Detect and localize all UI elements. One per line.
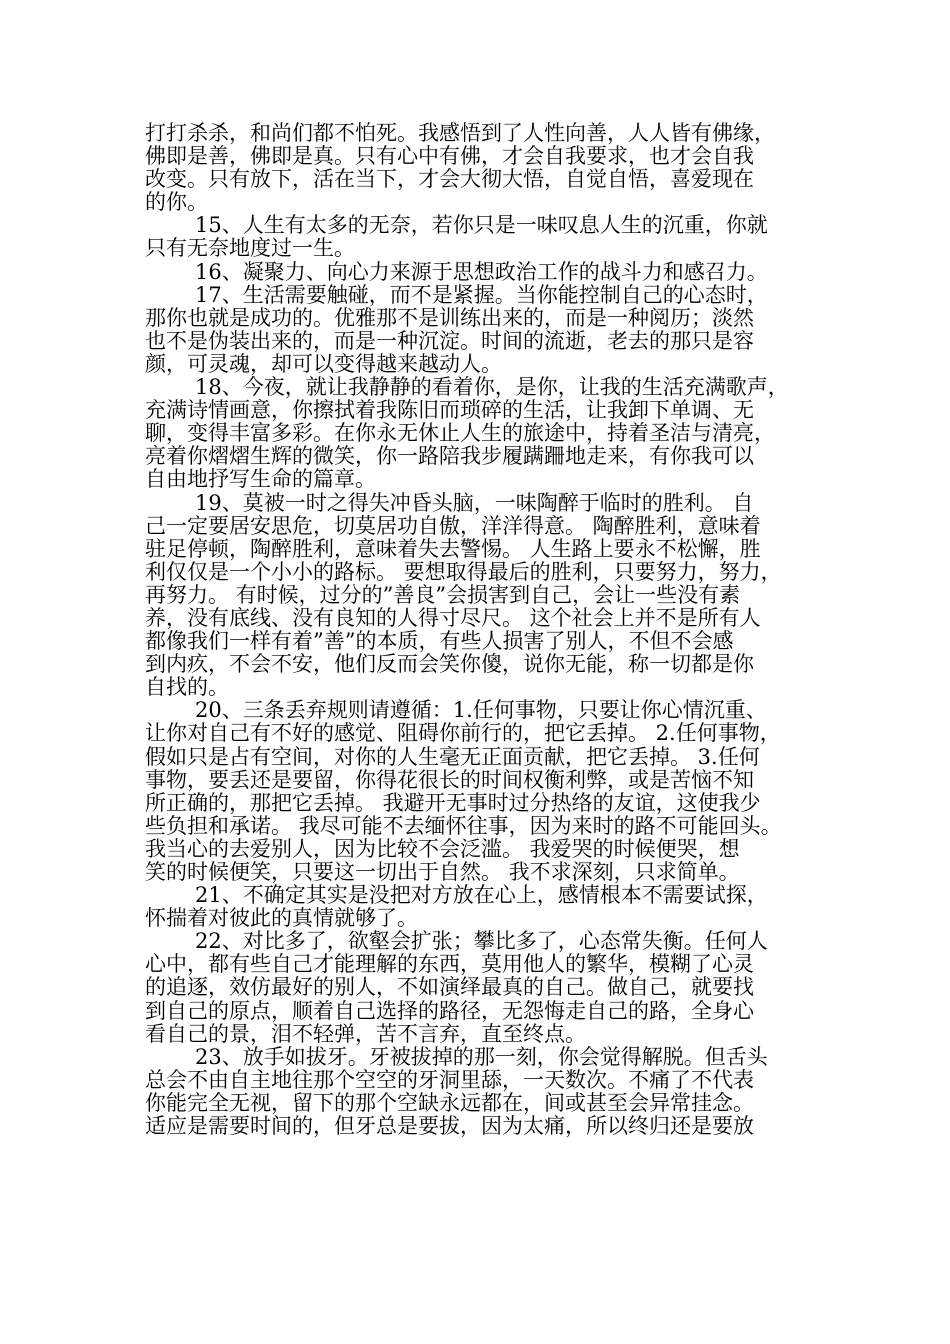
text-line: 19、莫被一时之得失冲昏头脑，一味陶醉于临时的胜利。 自 <box>195 490 754 515</box>
text-line: 让你对自己有不好的感觉、阻碍你前行的，把它丢掉。 2.任何事物， <box>145 721 781 746</box>
text-line: 所正确的，那把它丢掉。 我避开无事时过分热络的友谊，这使我少 <box>145 790 761 815</box>
text-line: 15、人生有太多的无奈，若你只是一味叹息人生的沉重，你就 <box>195 213 768 238</box>
text-line: 打打杀杀，和尚们都不怕死。我感悟到了人性向善，人人皆有佛缘， <box>145 121 775 145</box>
text-line: 假如只是占有空间，对你的人生毫无正面贡献，把它丢掉。 3.任何 <box>145 744 760 769</box>
text-line: 的追逐，效仿最好的别人，不如演绎最真的自己。做自己，就要找 <box>145 975 754 1000</box>
text-line: 到自己的原点，顺着自己选择的路径，无怨悔走自己的路，全身心 <box>145 998 754 1023</box>
text-line: 颜，可灵魂，却可以变得越来越动人。 <box>145 351 502 376</box>
text-line: 总会不由自主地往那个空空的牙洞里舔，一天数次。不痛了不代表 <box>145 1067 754 1092</box>
text-line: 那你也就是成功的。优雅那不是训练出来的，而是一种阅历；淡然 <box>145 305 754 330</box>
text-line: 养，没有底线、没有良知的人得寸尽尺。 这个社会上并不是所有人 <box>145 605 761 630</box>
document-body <box>145 122 813 1138</box>
text-line: 聊，变得丰富多彩。在你永无休止人生的旅途中，持着圣洁与清亮， <box>145 421 775 446</box>
text-line: 事物，要丢还是要留，你得花很长的时间权衡利弊，或是苦恼不知 <box>145 767 754 792</box>
text-line: 充满诗情画意，你擦拭着我陈旧而琐碎的生活，让我卸下单调、无 <box>145 398 754 423</box>
text-line: 笑的时候便笑，只要这一切出于自然。 我不求深刻，只求简单。 <box>145 860 740 884</box>
text-line: 自由地抒写生命的篇章。 <box>145 467 376 492</box>
text-line: 佛即是善，佛即是真。只有心中有佛，才会自我要求，也才会自我 <box>145 144 754 169</box>
text-line: 的你。 <box>145 190 208 215</box>
text-line: 16、凝聚力、向心力来源于思想政治工作的战斗力和感召力。 <box>195 259 768 284</box>
text-line: 怀揣着对彼此的真情就够了。 <box>145 906 418 931</box>
text-line: 都像我们一样有着”善”的本质，有些人损害了别人，不但不会感 <box>145 629 734 654</box>
text-line: 22、对比多了，欲壑会扩张；攀比多了，心态常失衡。任何人 <box>195 929 768 954</box>
text-line: 也不是伪装出来的，而是一种沉淀。时间的流逝，老去的那只是容 <box>145 328 754 353</box>
text-line: 亮着你熠熠生辉的微笑，你一路陪我步履蹒跚地走来，有你我可以 <box>145 444 754 469</box>
text-line: 些负担和承诺。 我尽可能不去缅怀往事，因为来时的路不可能回头。 <box>145 813 782 838</box>
text-line: 利仅仅是一个小小的路标。 要想取得最后的胜利，只要努力，努力， <box>145 559 782 584</box>
text-line: 到内疚，不会不安，他们反而会笑你傻，说你无能，称一切都是你 <box>145 652 754 677</box>
text-line: 再努力。 有时候，过分的”善良”会损害到自己，会让一些没有素 <box>145 582 741 607</box>
text-line: 我当心的去爱别人，因为比较不会泛滥。 我爱哭的时候便哭，想 <box>145 836 740 861</box>
text-line: 心中，都有些自己才能理解的东西，莫用他人的繁华，模糊了心灵 <box>145 952 754 977</box>
text-line: 20、三条丢弃规则请遵循：1.任何事物，只要让你心情沉重、 <box>195 698 767 723</box>
text-line: 21、不确定其实是没把对方放在心上，感情根本不需要试探， <box>195 883 768 908</box>
text-line: 自找的。 <box>145 675 229 700</box>
text-line: 驻足停顿，陶醉胜利，意味着失去警惕。 人生路上要永不松懈，胜 <box>145 536 761 561</box>
text-line: 适应是需要时间的，但牙总是要拔，因为太痛，所以终归还是要放 <box>145 1114 754 1139</box>
text-line: 你能完全无视，留下的那个空缺永远都在，间或甚至会异常挂念。 <box>145 1090 754 1115</box>
text-line: 己一定要居安思危，切莫居功自傲，洋洋得意。 陶醉胜利，意味着 <box>145 513 761 538</box>
text-line: 17、生活需要触碰，而不是紧握。当你能控制自己的心态时， <box>195 282 768 307</box>
text-line: 18、今夜，就让我静静的看着你，是你，让我的生活充满歌声， <box>195 375 789 400</box>
text-line: 23、放手如拔牙。牙被拔掉的那一刻，你会觉得解脱。但舌头 <box>195 1044 768 1069</box>
text-line: 只有无奈地度过一生。 <box>145 236 355 261</box>
text-line: 改变。只有放下，活在当下，才会大彻大悟，自觉自悟，喜爱现在 <box>145 167 754 192</box>
text-line: 看自己的景，泪不轻弹，苦不言弃，直至终点。 <box>145 1021 586 1046</box>
